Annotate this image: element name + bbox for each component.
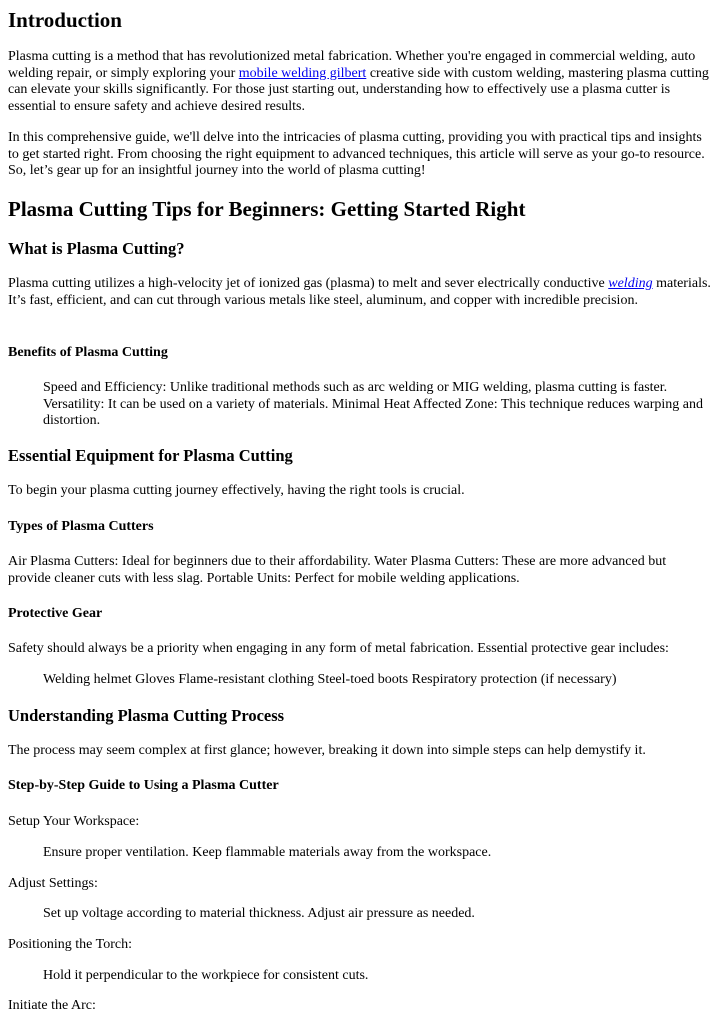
- intro-paragraph-1: [8, 49, 712, 115]
- types-heading: Types of Plasma Cutters: [8, 519, 154, 534]
- what-is-after: materials. It’s fast, efficient, and can cut through various metals like steel, aluminum, and copper with incredible precision.: [8, 276, 711, 308]
- gear-heading: Protective Gear: [8, 606, 103, 621]
- benefits-list: Speed and Efficiency: Unlike traditional methods such as arc welding or MIG welding, plasma cutting is faster. Versatility: It can be used on a variety of materials. Minimal Heat Affected Zone: This technique reduces warping and distortion.: [43, 380, 703, 428]
- step-3-label: Positioning the Torch:: [8, 937, 132, 952]
- benefits-heading: Benefits of Plasma Cutting: [8, 345, 168, 360]
- process-paragraph: The process may seem complex at first glance; however, breaking it down into simple steps can help demystify it.: [8, 743, 646, 758]
- intro-p1-after: creative side with custom welding, mastering plasma cutting can elevate your skills significantly. For those just starting out, understanding how to effectively use a plasma cutter is essential to ensure safety and achieve desired results.: [8, 65, 709, 114]
- guide-heading: Step-by-Step Guide to Using a Plasma Cutter: [8, 778, 279, 793]
- step-1-detail: Ensure proper ventilation. Keep flammable materials away from the workspace.: [43, 845, 492, 860]
- step-3-detail: Hold it perpendicular to the workpiece for consistent cuts.: [43, 968, 369, 983]
- gear-list: Welding helmet Gloves Flame-resistant clothing Steel-toed boots Respiratory protection (if necessary): [43, 672, 617, 687]
- equipment-heading: Essential Equipment for Plasma Cutting: [8, 446, 293, 465]
- step-1-label: Setup Your Workspace:: [8, 814, 140, 829]
- step-2-detail: Set up voltage according to material thickness. Adjust air pressure as needed.: [43, 906, 475, 921]
- mobile-welding-link[interactable]: mobile welding gilbert: [238, 65, 367, 81]
- gear-paragraph: Safety should always be a priority when engaging in any form of metal fabrication. Essential protective gear includes:: [8, 641, 669, 656]
- what-is-heading: What is Plasma Cutting?: [8, 239, 185, 258]
- what-is-paragraph: [8, 276, 712, 309]
- intro-heading: Introduction: [8, 8, 122, 32]
- what-is-before: Plasma cutting utilizes a high-velocity jet of ionized gas (plasma) to melt and sever electrically conductive: [8, 276, 609, 291]
- welding-link[interactable]: welding: [608, 276, 653, 291]
- step-4-label: Initiate the Arc:: [8, 998, 96, 1013]
- main-heading: Plasma Cutting Tips for Beginners: Getting Started Right: [8, 197, 526, 221]
- types-paragraph: Air Plasma Cutters: Ideal for beginners due to their affordability. Water Plasma Cutters: These are more advanced but provide cleaner cuts with less slag. Portable Units: Perfect for mobile welding applications.: [8, 554, 667, 586]
- process-heading: Understanding Plasma Cutting Process: [8, 706, 285, 725]
- intro-p1-before: Plasma cutting is a method that has revolutionized metal fabrication. Whether you're engaged in commercial welding, auto welding repair, or simply exploring your: [8, 49, 696, 81]
- equipment-paragraph: To begin your plasma cutting journey effectively, having the right tools is crucial.: [8, 483, 465, 498]
- step-2-label: Adjust Settings:: [8, 876, 98, 891]
- intro-paragraph-2: In this comprehensive guide, we'll delve into the intricacies of plasma cutting, providing you with practical tips and insights to get started right. From choosing the right equipment to advanced techniques, this article will serve as your go-to resource. So, let’s gear up for an insightful journey into the world of plasma cutting!: [8, 130, 705, 178]
